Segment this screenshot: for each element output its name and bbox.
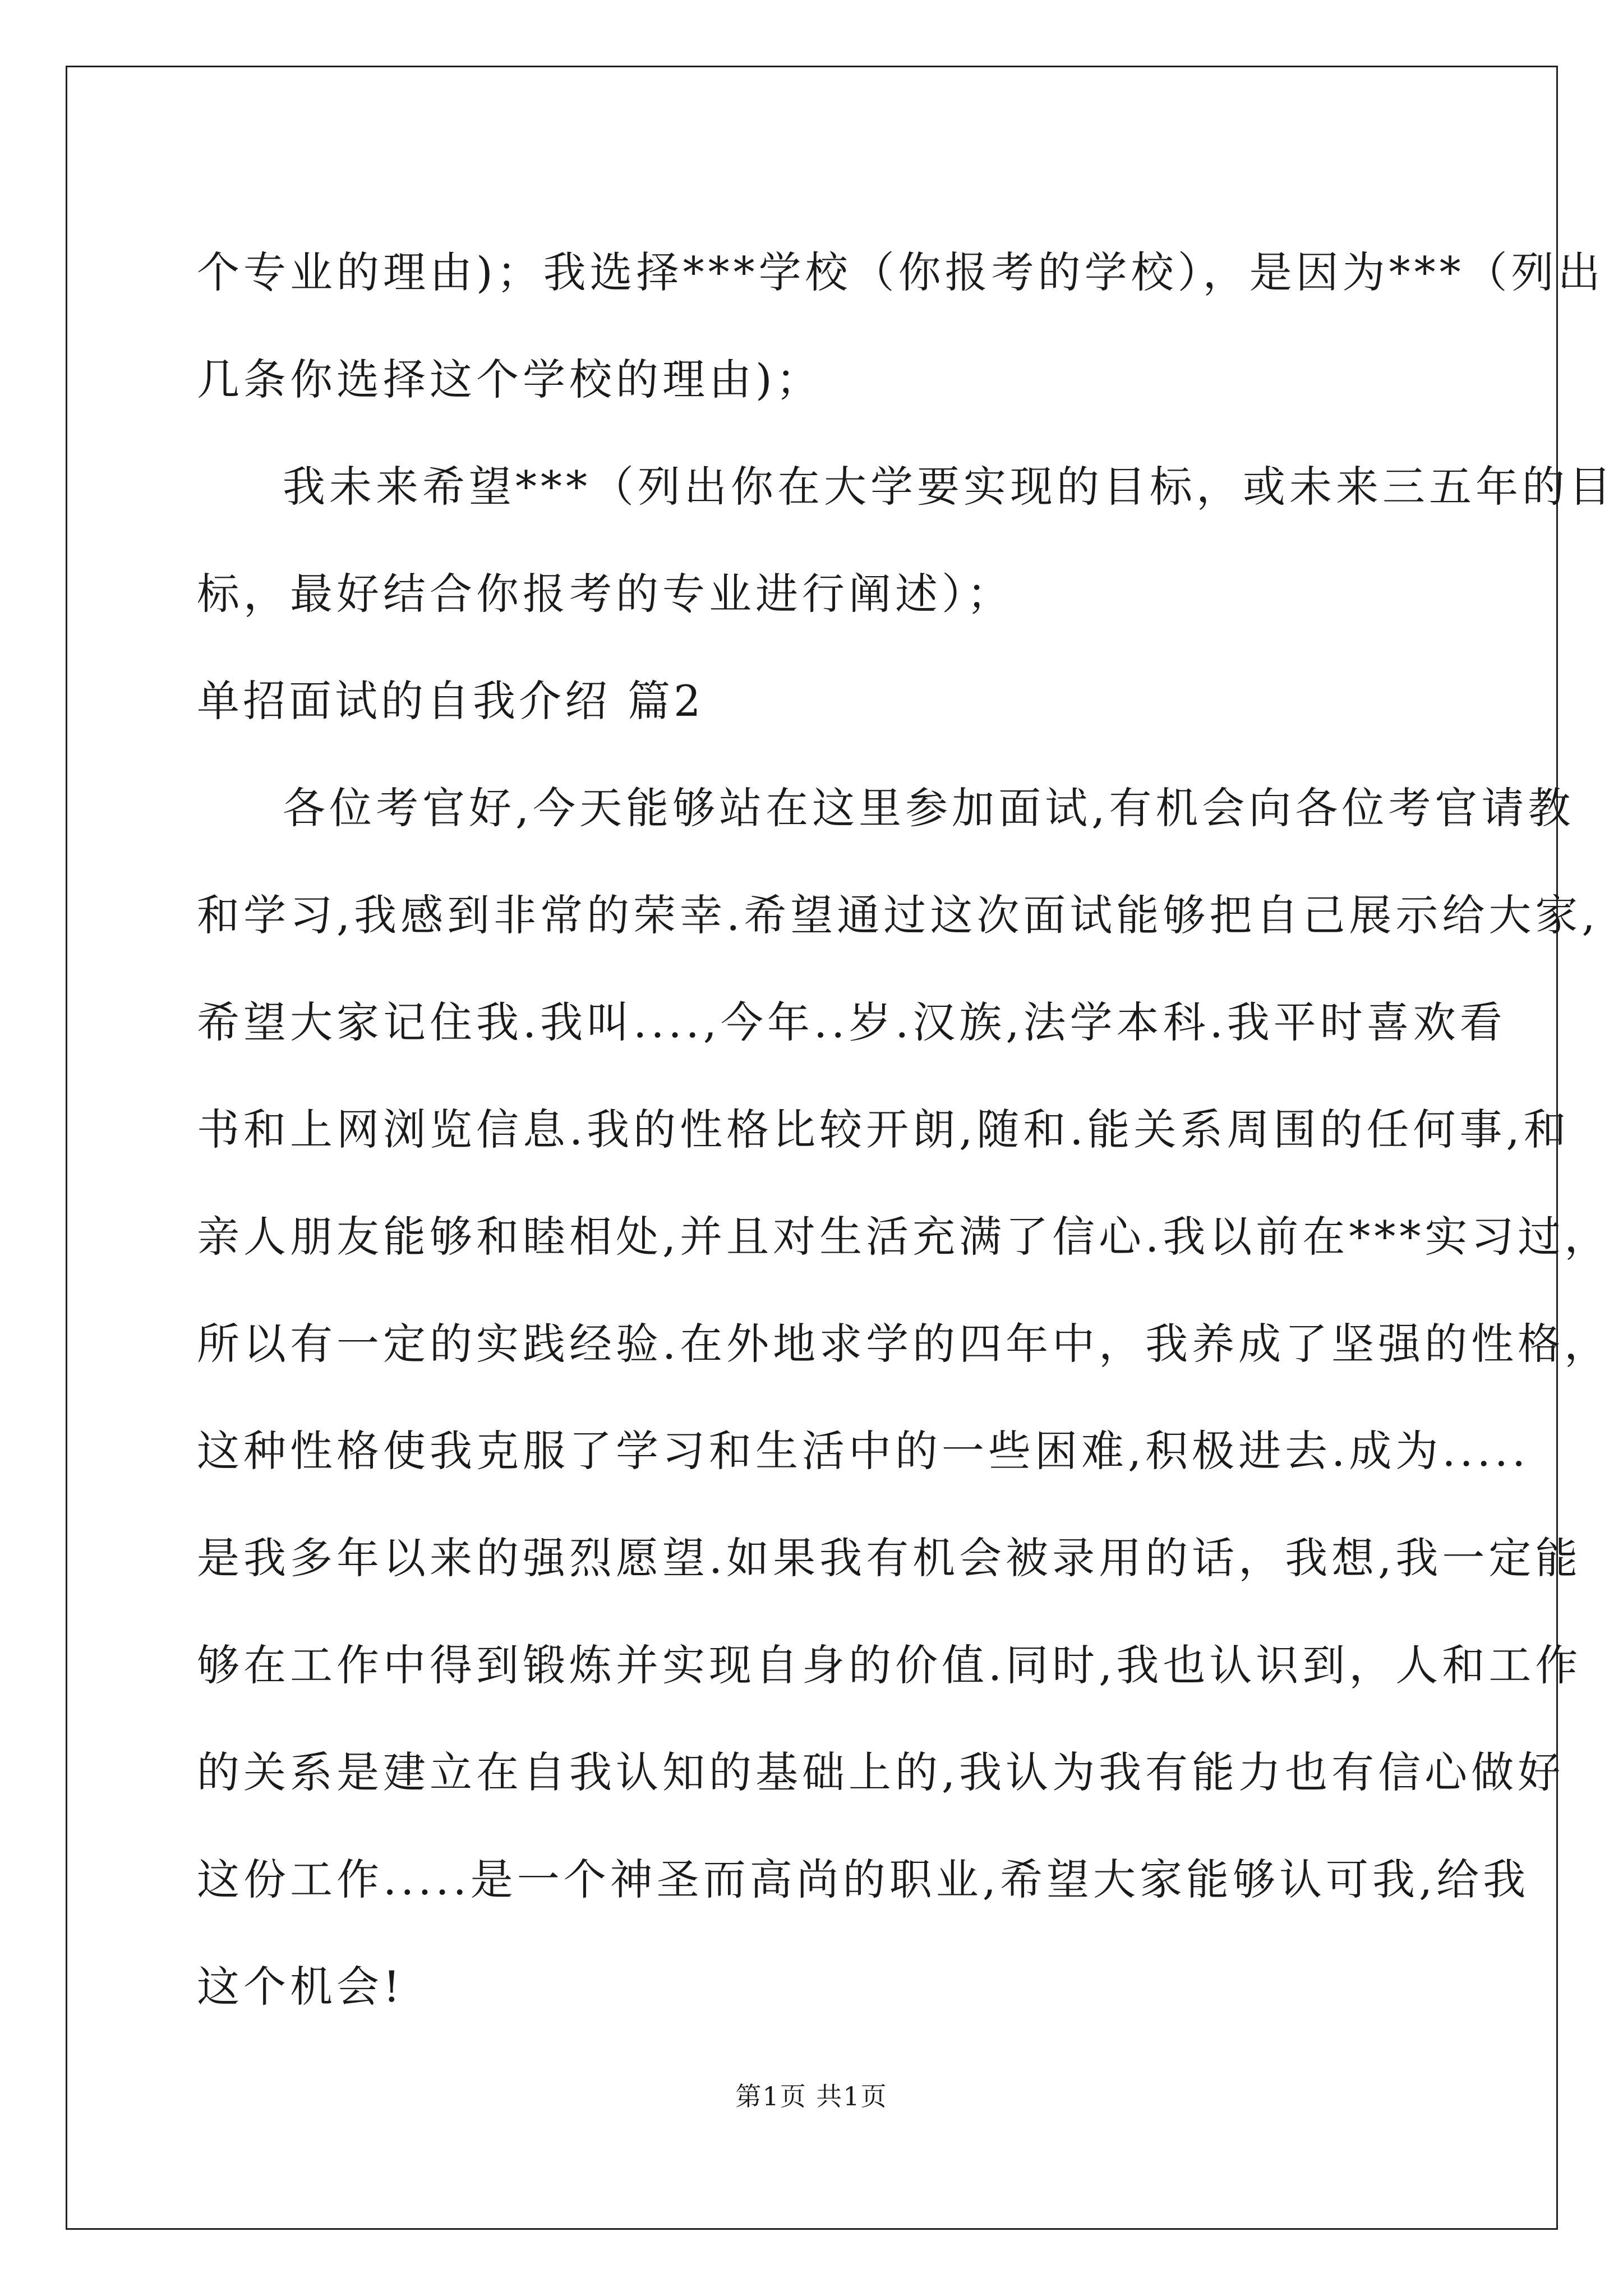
page-footer: 第1页 共1页 [735, 2081, 888, 2111]
paragraph-line: 够在工作中得到锻炼并实现自身的价值.同时,我也认识到，人和工作 [197, 1640, 1582, 1690]
paragraph-line: 这份工作.....是一个神圣而高尚的职业,希望大家能够认可我,给我 [197, 1855, 1530, 1904]
paragraph-line: 几条你选择这个学校的理由)； [197, 355, 823, 404]
paragraph-line: 我未来希望***（列出你在大学要实现的目标，或未来三五年的目 [283, 462, 1615, 512]
paragraph-line: 所以有一定的实践经验.在外地求学的四年中，我养成了坚强的性格， [197, 1319, 1611, 1369]
paragraph-line: 是我多年以来的强烈愿望.如果我有机会被录用的话，我想,我一定能 [197, 1533, 1582, 1583]
paragraph-line: 书和上网浏览信息.我的性格比较开朗,随和.能关系周围的任何事,和 [197, 1105, 1570, 1154]
section-heading: 单招面试的自我介绍 篇2 [197, 676, 704, 726]
paragraph-line: 亲人朋友能够和睦相处,并且对生活充满了信心.我以前在***实习过， [197, 1212, 1611, 1262]
paragraph-line: 各位考官好,今天能够站在这里参加面试,有机会向各位考官请教 [283, 783, 1575, 833]
paragraph-line: 希望大家记住我.我叫....,今年..岁.汉族,法学本科.我平时喜欢看 [197, 997, 1506, 1047]
paragraph-line: 的关系是建立在自我认知的基础上的,我认为我有能力也有信心做好 [197, 1747, 1565, 1797]
paragraph-line: 标，最好结合你报考的专业进行阐述）； [197, 569, 1013, 619]
paragraph-line: 这个机会! [197, 1962, 404, 2012]
document-body [197, 219, 1615, 2040]
paragraph-line: 个专业的理由)；我选择***学校（你报考的学校），是因为***（列出 [197, 247, 1604, 297]
paragraph-line: 这种性格使我克服了学习和生活中的一些困难,积极进去.成为..... [197, 1426, 1530, 1476]
paragraph-line: 和学习,我感到非常的荣幸.希望通过这次面试能够把自己展示给大家, [197, 890, 1599, 940]
